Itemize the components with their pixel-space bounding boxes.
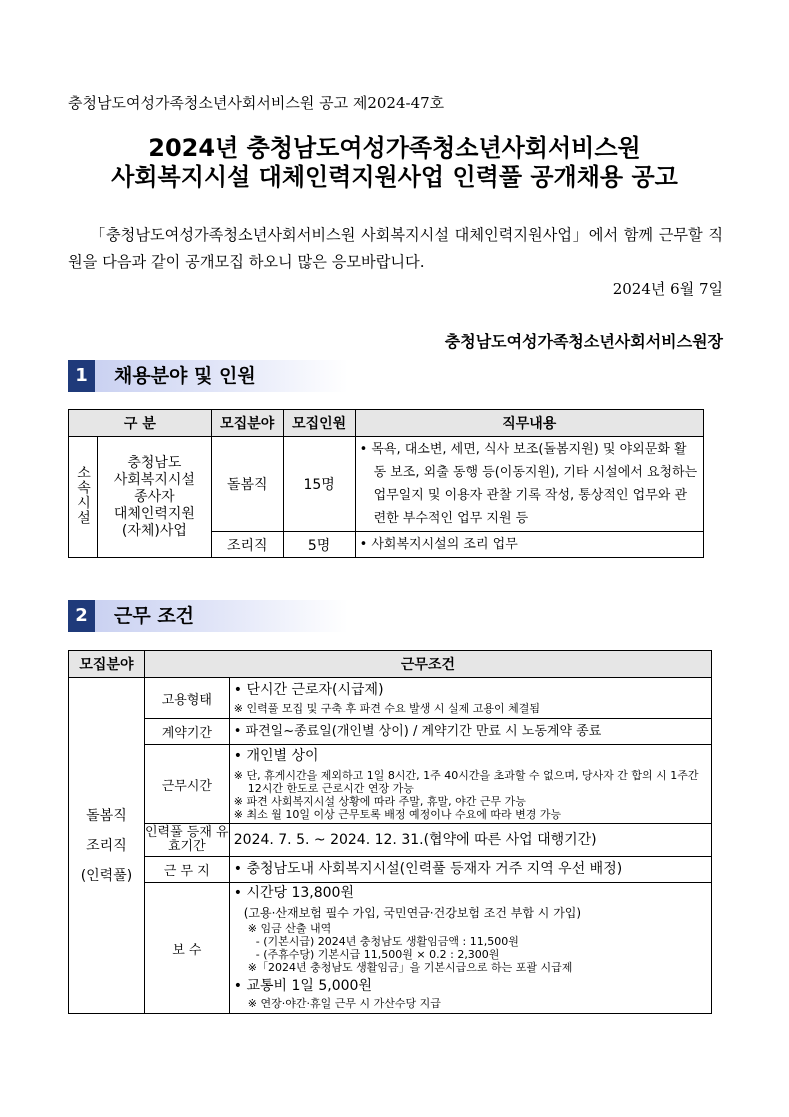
table-row: [69, 719, 712, 745]
title-line-2: 사회복지시설 대체인력지원사업 인력풀 공개채용 공고: [111, 163, 678, 191]
field-cook: 조리직: [211, 532, 283, 558]
field-care: 돌봄직: [86, 807, 127, 824]
section-1-heading: [68, 360, 348, 392]
count-care: 15명: [283, 437, 355, 532]
duty-cook: • 사회복지시설의 조리 업무: [355, 532, 703, 558]
section-2-label: 근무 조건: [114, 605, 195, 627]
affiliation-cell: 소속시설: [69, 437, 98, 558]
pay-note-4: ※「2024년 충청남도 생활임금」을 기본시급으로 하는 포괄 시급제: [247, 961, 573, 974]
label-pool-validity: 인력풀 등재 유효기간: [144, 824, 229, 857]
employment-type-main: • 단시간 근로자(시급제): [233, 682, 384, 698]
field-care: 돌봄직: [211, 437, 283, 532]
pay-cell: [229, 883, 711, 1014]
work-location-main: • 충청남도내 사회복지시설(인력풀 등재자 거주 지역 우선 배정): [229, 857, 711, 883]
table-row: [69, 678, 712, 719]
table-row: [69, 824, 712, 857]
title-line-1: 2024년 충청남도여성가족청소년사회서비스원: [148, 134, 641, 162]
table-row: [69, 437, 704, 532]
section-1-label: 채용분야 및 인원: [114, 365, 256, 387]
label-pay: 보 수: [144, 883, 229, 1014]
section-1-number: 1: [68, 360, 95, 392]
header-conditions: 근무조건: [144, 651, 711, 678]
table-row: [69, 745, 712, 824]
contract-period-main: • 파견일~종료일(개인별 상이) / 계약기간 만료 시 노동계약 종료: [229, 719, 711, 745]
work-conditions-table: [68, 650, 712, 1014]
work-hours-cell: [229, 745, 711, 824]
issuer-name: 충청남도여성가족청소년사회서비스원장: [444, 332, 723, 351]
pay-main: • 시간당 13,800원: [233, 885, 354, 901]
table-header-row: [69, 410, 704, 437]
pay-note-3: - (주휴수당) 기본시급 11,500원 × 0.2 : 2,300원: [255, 948, 500, 961]
employment-type-cell: [229, 678, 711, 719]
header-duty: 직무내용: [355, 410, 703, 437]
header-category: 구 분: [69, 410, 212, 437]
notice-number: 충청남도여성가족청소년사회서비스원 공고 제2024-47호: [68, 94, 445, 112]
intro-paragraph: 「충청남도여성가족청소년사회서비스원 사회복지시설 대체인력지원사업」에서 함께 근무할 직원을 다음과 같이 공개모집 하오니 많은 응모바랍니다.: [68, 226, 723, 271]
label-work-location: 근 무 지: [144, 857, 229, 883]
work-hours-main: • 개인별 상이: [233, 748, 319, 764]
field-cell: [69, 678, 145, 1014]
pay-note-2: - (기본시급) 2024년 충청남도 생활임금액 : 11,500원: [255, 935, 519, 948]
section-2-number: 2: [68, 600, 95, 632]
table-row: [69, 883, 712, 1014]
work-hours-note-2: ※ 파견 사회복지시설 상황에 따라 주말, 휴말, 야간 근무 가능: [233, 795, 526, 808]
pay-transport: • 교통비 1일 5,000원: [233, 978, 372, 994]
work-hours-note-3: ※ 최소 월 10일 이상 근무토록 배정 예정이나 수요에 따라 변경 가능: [233, 808, 562, 821]
field-pool: (인력풀): [80, 867, 133, 884]
pay-transport-note: ※ 연장·야간·휴일 근무 시 가산수당 지급: [247, 997, 441, 1010]
header-count: 모집인원: [283, 410, 355, 437]
label-contract-period: 계약기간: [144, 719, 229, 745]
pay-note-1: ※ 임금 산출 내역: [247, 922, 332, 935]
pool-validity-main: 2024. 7. 5. ~ 2024. 12. 31.(협약에 따른 사업 대행기간): [229, 824, 711, 857]
recruitment-table: [68, 409, 704, 558]
section-2-heading: [68, 600, 348, 632]
header-field: 모집분야: [211, 410, 283, 437]
field-cook: 조리직: [86, 837, 127, 854]
label-work-hours: 근무시간: [144, 745, 229, 824]
table-header-row: [69, 651, 712, 678]
pay-insurance: (고용·산재보험 필수 가입, 국민연금·건강보험 조건 부합 시 가입): [243, 906, 582, 920]
header-field: 모집분야: [69, 651, 145, 678]
label-employment-type: 고용형태: [144, 678, 229, 719]
program-cell: 충청남도 사회복지시설 종사자 대체인력지원 (자체)사업: [97, 437, 211, 558]
count-cook: 5명: [283, 532, 355, 558]
employment-type-note: ※ 인력풀 모집 및 구축 후 파견 수요 발생 시 실제 고용이 체결됨: [233, 702, 540, 715]
duty-care: • 목욕, 대소변, 세면, 식사 보조(돌봄지원) 및 야외문화 활동 보조, 외출 동행 등(이동지원), 기타 시설에서 요청하는 업무일지 및 이용자 관찰 기록 작성, 통상적인 업무와 관련한 부수적인 업무 지원 등: [355, 437, 703, 532]
notice-date: 2024년 6월 7일: [612, 280, 723, 298]
table-row: [69, 857, 712, 883]
work-hours-note-1: ※ 단, 휴게시간을 제외하고 1일 8시간, 1주 40시간을 초과할 수 없으며, 당사자 간 합의 시 1주간 12시간 한도로 근로시간 연장 가능: [233, 769, 699, 795]
